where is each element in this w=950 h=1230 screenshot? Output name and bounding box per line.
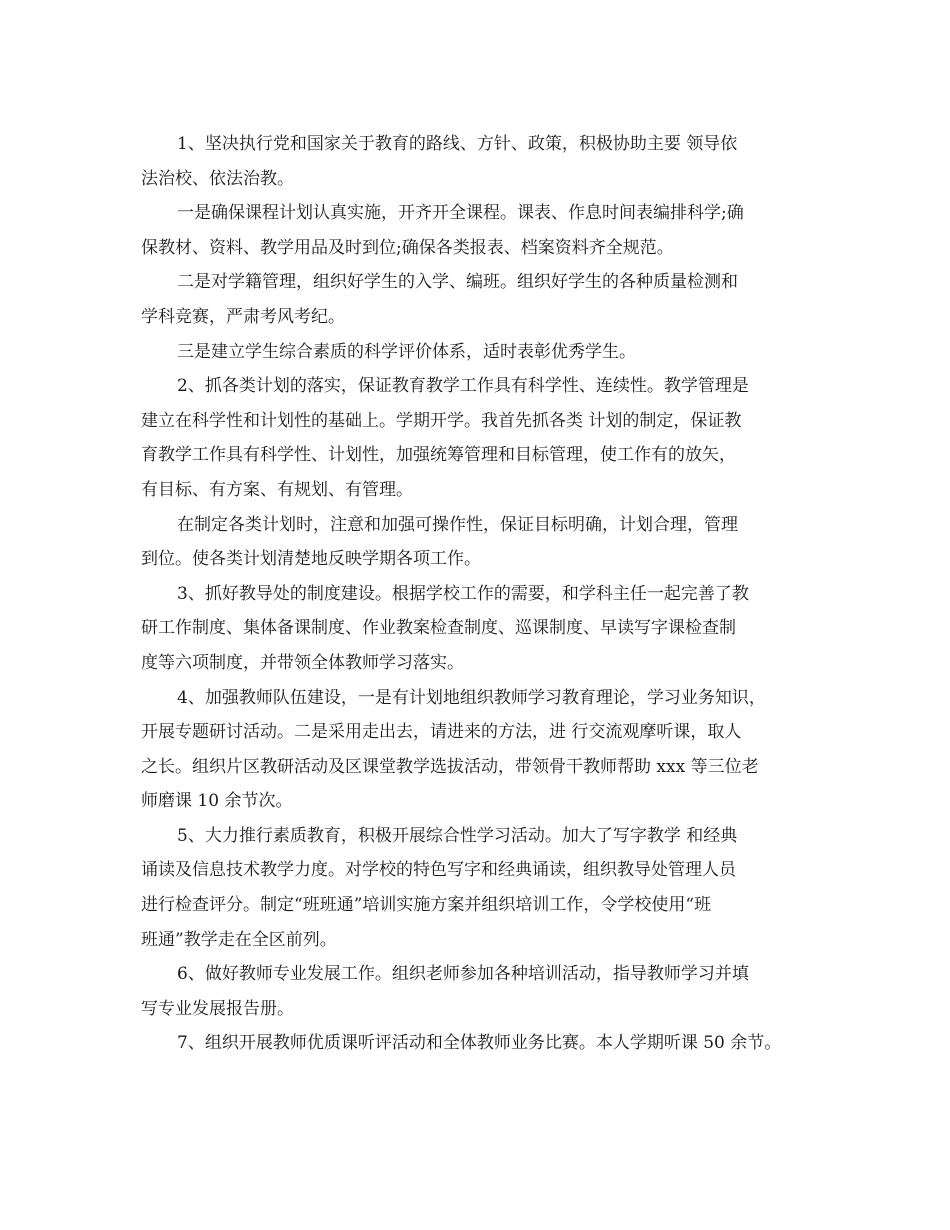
text-line: 法治校、依法治教。 xyxy=(141,168,294,189)
text-line: 5、大力推行素质教育，积极开展综合性学习活动。加大了写字教学 和经典 xyxy=(177,825,738,846)
text-line: 进行检查评分。制定“班班通”培训实施方案并组织培训工作，令学校使用“班 xyxy=(141,895,712,916)
text-line: 开展专题研讨活动。二是采用走出去，请进来的方法，进 行交流观摩听课，取人 xyxy=(141,722,742,743)
text-line: 之长。组织片区教研活动及区课堂教学选拔活动，带领骨干教师帮助 xxx 等三位老 xyxy=(141,756,759,777)
text-line: 班通”教学走在全区前列。 xyxy=(141,929,337,950)
text-line: 诵读及信息技术教学力度。对学校的特色写字和经典诵读，组织教导处管理人员 xyxy=(141,860,736,881)
text-line: 有目标、有方案、有规划、有管理。 xyxy=(141,479,413,500)
text-line: 三是建立学生综合素质的科学评价体系，适时表彰优秀学生。 xyxy=(177,341,636,362)
text-line: 学科竞赛，严肃考风考纪。 xyxy=(141,306,345,327)
text-line: 4、加强教师队伍建设，一是有计划地组织教师学习教育理论，学习业务知识， xyxy=(177,687,766,708)
document-body xyxy=(141,127,831,1061)
text-line: 一是确保课程计划认真实施，开齐开全课程。课表、作息时间表编排科学;确 xyxy=(177,203,744,224)
text-line: 写专业发展报告册。 xyxy=(141,998,294,1019)
text-line: 育教学工作具有科学性、计划性，加强统筹管理和目标管理，使工作有的放矢， xyxy=(141,445,736,466)
text-line: 度等六项制度，并带领全体教师学习落实。 xyxy=(141,652,464,673)
text-line: 6、做好教师专业发展工作。组织老师参加各种培训活动，指导教师学习并填 xyxy=(177,964,749,985)
text-line: 师磨课 10 余节次。 xyxy=(141,791,293,812)
text-line: 建立在科学性和计划性的基础上。学期开学。我首先抓各类 计划的制定，保证教 xyxy=(141,410,742,431)
text-line: 二是对学籍管理，组织好学生的入学、编班。组织好学生的各种质量检测和 xyxy=(177,272,738,293)
text-line: 研工作制度、集体备课制度、作业教案检查制度、巡课制度、早读写字课检查制 xyxy=(141,618,736,639)
text-line: 在制定各类计划时，注意和加强可操作性，保证目标明确，计划合理，管理 xyxy=(177,514,738,535)
text-line: 1、坚决执行党和国家关于教育的路线、方针、政策，积极协助主要 领导依 xyxy=(177,134,738,154)
text-line: 保教材、资料、教学用品及时到位;确保各类报表、档案资料齐全规范。 xyxy=(141,237,674,258)
text-line: 7、组织开展教师优质课听评活动和全体教师业务比赛。本人学期听课 50 余节。 xyxy=(177,1033,782,1054)
text-line: 2、抓各类计划的落实，保证教育教学工作具有科学性、连续性。教学管理是 xyxy=(177,376,749,397)
text-line: 3、抓好教导处的制度建设。根据学校工作的需要，和学科主任一起完善了教 xyxy=(177,583,749,604)
text-line: 到位。使各类计划清楚地反映学期各项工作。 xyxy=(141,549,481,570)
